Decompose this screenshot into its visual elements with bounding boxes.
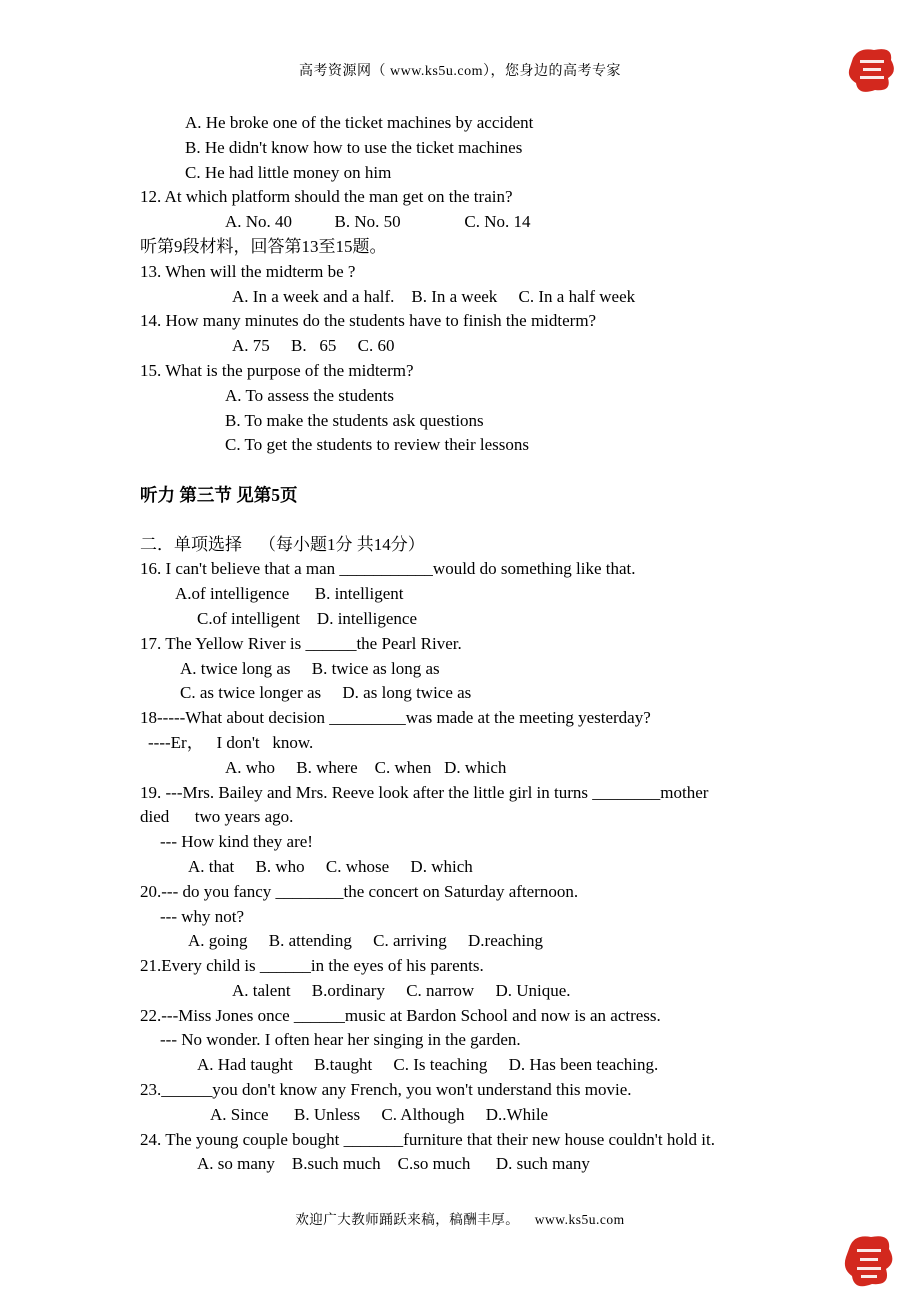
doc-line: 14. How many minutes do the students have to finish the midterm? <box>140 311 597 331</box>
doc-line: --- why not? <box>160 906 245 926</box>
doc-line: C.of intelligent D. intelligence <box>197 608 418 628</box>
doc-line: --- No wonder. I often hear her singing in the garden. <box>160 1030 521 1050</box>
doc-line: 16. I can't believe that a man ___________would do something like that. <box>140 559 636 579</box>
doc-line: C. To get the students to review their lessons <box>225 435 529 455</box>
doc-line: 听第9段材料，回答第13至15题。 <box>140 236 387 256</box>
doc-line: A.of intelligence B. intelligent <box>175 584 404 604</box>
doc-line: C. He had little money on him <box>185 162 392 182</box>
doc-line: A. 75 B. 65 C. 60 <box>232 336 395 356</box>
doc-line: --- How kind they are! <box>160 832 313 852</box>
ks5u-red-seal-top-icon <box>846 46 898 101</box>
doc-line: 24. The young couple bought _______furniture that their new house couldn't hold it. <box>140 1129 715 1149</box>
section-heading-multiple-choice: 二．单项选择 （每小题1分 共14分） <box>140 534 425 554</box>
doc-line: 17. The Yellow River is ______the Pearl River. <box>140 633 462 653</box>
doc-line: A. twice long as B. twice as long as <box>180 658 440 678</box>
section-heading-listening-part3: 听力 第三节 见第5页 <box>140 484 298 505</box>
doc-line: 19. ---Mrs. Bailey and Mrs. Reeve look after the little girl in turns ________mother <box>140 782 709 802</box>
doc-line: 18-----What about decision _________was made at the meeting yesterday? <box>140 708 651 728</box>
doc-line: 20.--- do you fancy ________the concert on Saturday afternoon. <box>140 881 579 901</box>
page-footer: 欢迎广大教师踊跃来稿，稿酬丰厚。 www.ks5u.com <box>295 1212 625 1227</box>
doc-line: C. as twice longer as D. as long twice as <box>180 683 472 703</box>
doc-line: A. that B. who C. whose D. which <box>188 856 473 876</box>
document-body <box>0 111 920 1177</box>
doc-line: A. To assess the students <box>225 385 394 405</box>
doc-line: died two years ago. <box>140 807 294 827</box>
doc-line: 12. At which platform should the man get on the train? <box>140 187 513 207</box>
doc-line: 21.Every child is ______in the eyes of his parents. <box>140 956 484 976</box>
doc-line: A. talent B.ordinary C. narrow D. Unique. <box>232 980 571 1000</box>
doc-line: B. He didn't know how to use the ticket machines <box>185 137 523 157</box>
doc-line: A. Had taught B.taught C. Is teaching D. Has been teaching. <box>197 1055 659 1075</box>
ks5u-red-seal-bottom-icon <box>841 1232 897 1297</box>
doc-line: 22.---Miss Jones once ______music at Bardon School and now is an actress. <box>140 1005 661 1025</box>
doc-line: A. In a week and a half. B. In a week C. In a half week <box>232 286 636 306</box>
doc-line: A. Since B. Unless C. Although D..While <box>210 1104 549 1124</box>
doc-line: B. To make the students ask questions <box>225 410 484 430</box>
doc-line: A. No. 40 B. No. 50 C. No. 14 <box>225 212 531 232</box>
doc-line: 15. What is the purpose of the midterm? <box>140 360 414 380</box>
doc-line: A. He broke one of the ticket machines by accident <box>185 113 534 132</box>
blank-line <box>0 508 920 533</box>
doc-line: A. going B. attending C. arriving D.reaching <box>188 931 544 951</box>
doc-line: ----Er， I don't know. <box>148 732 314 752</box>
doc-line: A. who B. where C. when D. which <box>225 757 507 777</box>
doc-line: 13. When will the midterm be ? <box>140 261 356 281</box>
doc-line: 23.______you don't know any French, you won't understand this movie. <box>140 1080 632 1100</box>
doc-line: A. so many B.such much C.so much D. such many <box>197 1154 590 1174</box>
blank-line <box>0 458 920 483</box>
page-header: 高考资源网（ www.ks5u.com），您身边的高考专家 <box>299 64 621 79</box>
